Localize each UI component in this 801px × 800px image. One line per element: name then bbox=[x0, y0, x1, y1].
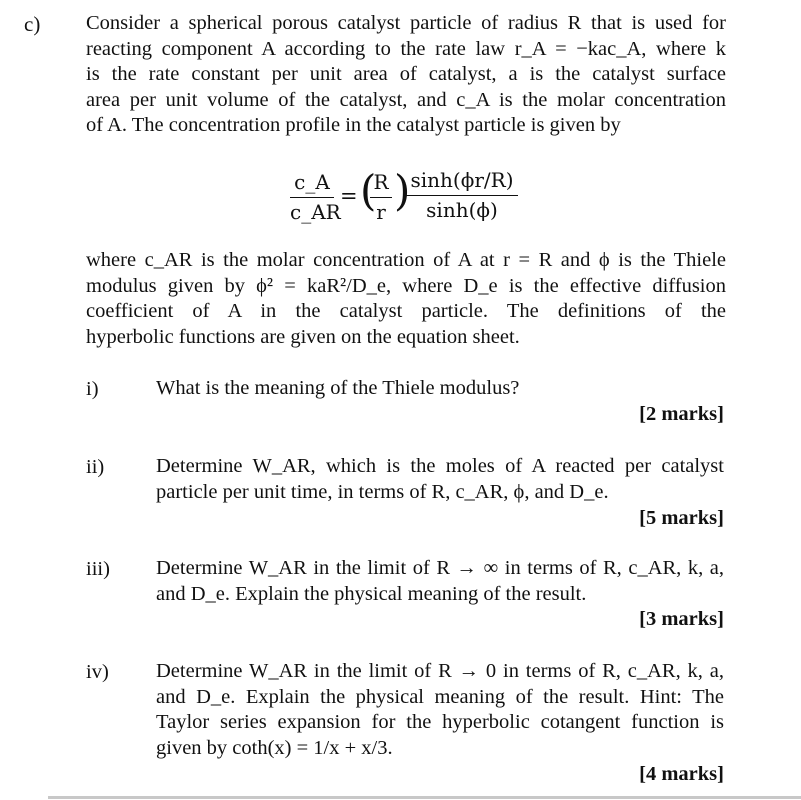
intro-line: reacting component A according to the rate law r_A = −kac_A, where k bbox=[86, 37, 726, 60]
part-iii-marks: [3 marks] bbox=[639, 608, 724, 630]
part-iv-text bbox=[156, 659, 724, 761]
intro-line: is the rate constant per unit area of catalyst, a is the catalyst surface bbox=[86, 63, 726, 85]
intro-line: Consider a spherical porous catalyst particle of radius R that is used for bbox=[86, 12, 726, 34]
concentration-profile-equation bbox=[290, 162, 530, 226]
rhs-denominator: sinh(ϕ) bbox=[426, 198, 498, 222]
part-iv-marks: [4 marks] bbox=[639, 763, 724, 785]
part-line: given by coth(x) = 1/x + x/3. bbox=[156, 736, 393, 759]
rhs-numerator: sinh(ϕr/R) bbox=[406, 168, 518, 196]
lhs-denominator: c_AR bbox=[290, 200, 341, 224]
intro-paragraph bbox=[86, 11, 726, 139]
part-line: particle per unit time, in terms of R, c_AR, ϕ, and D_e. bbox=[156, 480, 609, 503]
part-line: and D_e. Explain the physical meaning of the result. Hint: The bbox=[156, 685, 724, 708]
part-line: Determine W_AR in the limit of R → ∞ in terms of R, c_AR, k, a, bbox=[156, 557, 724, 579]
part-iv-label: iv) bbox=[86, 661, 109, 683]
part-ii-marks: [5 marks] bbox=[639, 507, 724, 529]
part-line: Taylor series expansion for the hyperbolic cotangent function is bbox=[156, 711, 724, 733]
part-line: Determine W_AR, which is the moles of A reacted per catalyst bbox=[156, 455, 724, 477]
part-i-label: i) bbox=[86, 378, 99, 400]
question-label: c) bbox=[24, 12, 41, 36]
definition-line: modulus given by ϕ² = kaR²/D_e, where D_e is the effective diffusion bbox=[86, 274, 726, 297]
part-i-text bbox=[156, 376, 724, 402]
part-line: What is the meaning of the Thiele modulus? bbox=[156, 377, 520, 399]
definition-line: coefficient of A in the catalyst particle. The definitions of the bbox=[86, 300, 726, 322]
part-ii-text bbox=[156, 454, 724, 505]
intro-line: area per unit volume of the catalyst, and c_A is the molar concentration bbox=[86, 88, 726, 111]
bottom-divider bbox=[48, 796, 801, 799]
lhs-fraction bbox=[290, 170, 341, 224]
right-paren: ) bbox=[394, 166, 411, 215]
definition-paragraph bbox=[86, 248, 726, 350]
part-ii-label: ii) bbox=[86, 456, 105, 478]
part-line: Determine W_AR in the limit of R → 0 in terms of R, c_AR, k, a, bbox=[156, 660, 724, 682]
ratio-numerator: R bbox=[370, 170, 392, 198]
definition-line: where c_AR is the molar concentration of A at r = R and ϕ is the Thiele bbox=[86, 249, 726, 271]
ratio-fraction bbox=[370, 170, 392, 224]
intro-line: of A. The concentration profile in the catalyst particle is given by bbox=[86, 114, 621, 136]
definition-line: hyperbolic functions are given on the equation sheet. bbox=[86, 325, 520, 348]
ratio-denominator: r bbox=[376, 200, 386, 224]
lhs-numerator: c_A bbox=[290, 170, 334, 198]
part-iii-label: iii) bbox=[86, 558, 110, 580]
equals-sign: = bbox=[340, 184, 358, 208]
rhs-fraction bbox=[406, 168, 518, 222]
part-line: and D_e. Explain the physical meaning of the result. bbox=[156, 582, 587, 605]
part-iii-text bbox=[156, 556, 724, 607]
part-i-marks: [2 marks] bbox=[639, 403, 724, 425]
left-paren: ( bbox=[360, 166, 377, 215]
